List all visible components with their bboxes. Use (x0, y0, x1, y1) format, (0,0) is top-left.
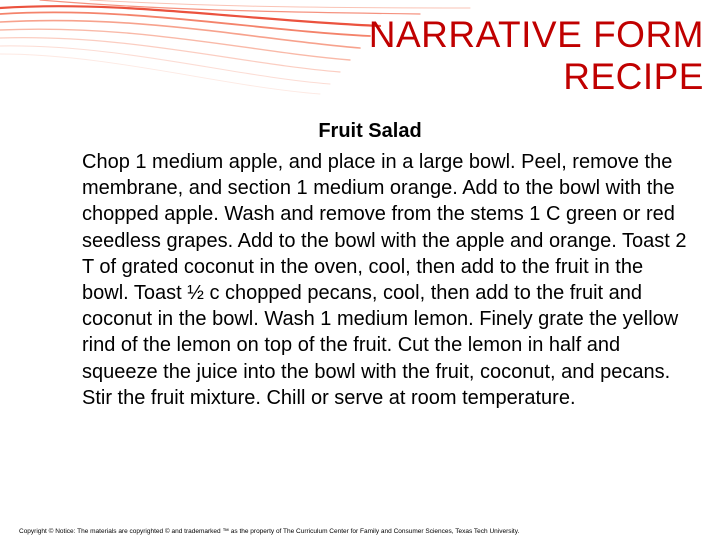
title-line-2: RECIPE (563, 56, 704, 97)
recipe-body-text: Chop 1 medium apple, and place in a large bowl. Peel, remove the membrane, and section 1 medium orange. Add to the bowl with the chopped apple. Wash and remove from the stems 1 C green or red seedless grapes. Add to the bowl with the apple and orange. Toast 2 T of grated coconut in the oven, cool, then add to the fruit in the bowl. Toast ½ c chopped pecans, cool, then add to the fruit and coconut in the bowl. Wash 1 medium lemon. Finely grate the yellow rind of the lemon on top of the fruit. Cut the lemon in half and squeeze the juice into the bowl with the fruit, coconut, and pecans. Stir the fruit mixture. Chill or serve at room temperature. (82, 151, 687, 409)
title-line-1: NARRATIVE FORM (368, 14, 704, 55)
recipe-name: Fruit Salad (318, 120, 422, 142)
copyright-footer: Copyright © Notice: The materials are copyrighted © and trademarked ™ as the property of The Curriculum Center for Family and Consumer Sciences, Texas Tech University. (19, 528, 520, 535)
slide-title (369, 14, 704, 98)
